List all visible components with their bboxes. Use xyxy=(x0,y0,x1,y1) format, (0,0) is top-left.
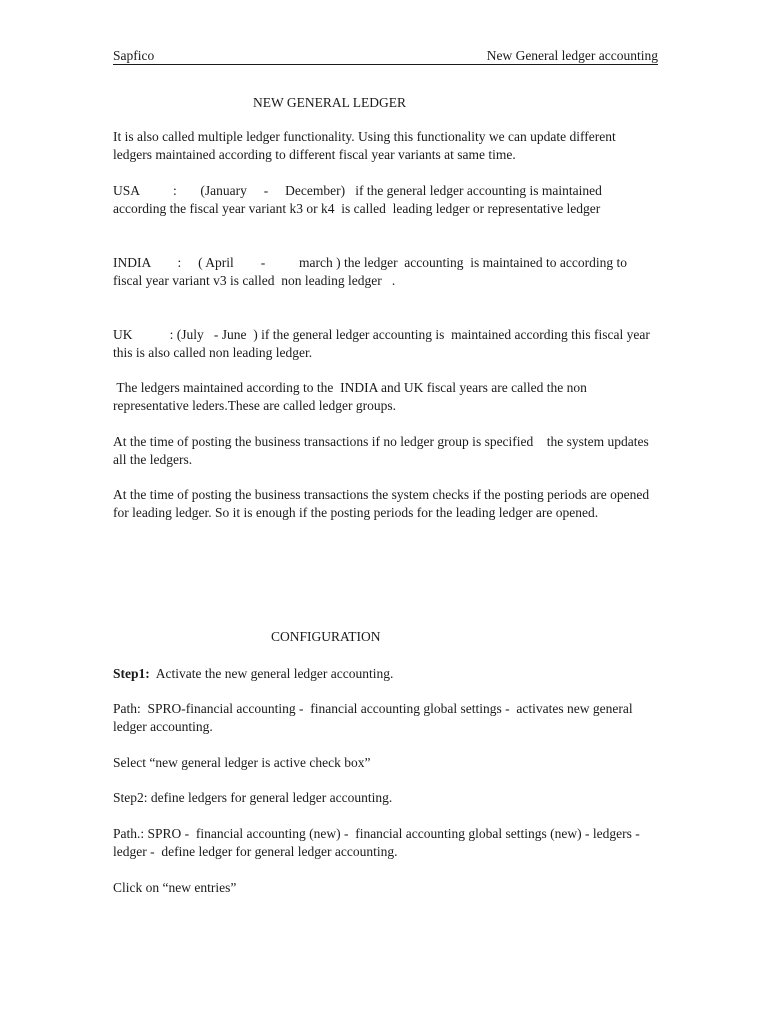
usa-paragraph: USA : (January - December) if the general ledger accounting is maintained according the fiscal year variant k3 or k4 is called leading ledger or representative ledger xyxy=(113,183,606,216)
click-paragraph: Click on “new entries” xyxy=(113,880,237,895)
header-document-title: New General ledger accounting xyxy=(486,48,658,63)
header-company: Sapfico xyxy=(113,48,155,63)
configuration-heading: CONFIGURATION xyxy=(271,629,381,644)
step1-text: Activate the new general ledger accounting. xyxy=(149,666,394,681)
ledger-groups-paragraph: The ledgers maintained according to the INDIA and UK fiscal years are called the non representative leders.These are called ledger groups. xyxy=(113,380,591,413)
india-paragraph: INDIA : ( April - march ) the ledger accounting is maintained to according to fiscal year variant v3 is called non leading ledger . xyxy=(113,255,634,288)
step2-paragraph: Step2: define ledgers for general ledger accounting. xyxy=(113,790,393,805)
path2-paragraph: Path.: SPRO - financial accounting (new) - financial accounting global settings (new) - ledgers - ledger - define ledger for general ledger accounting. xyxy=(113,826,644,859)
posting-periods-paragraph: At the time of posting the business transactions the system checks if the posting periods are opened for leading ledger. So it is enough if the posting periods for the leading ledger are opened. xyxy=(113,487,653,520)
step1-paragraph xyxy=(113,665,658,683)
path1-paragraph: Path: SPRO-financial accounting - financial accounting global settings - activates new general ledger accounting. xyxy=(113,701,636,734)
page-header xyxy=(113,47,658,65)
uk-paragraph: UK : (July - June ) if the general ledger accounting is maintained according this fiscal year this is also called non leading ledger. xyxy=(113,327,654,360)
intro-paragraph: It is also called multiple ledger functionality. Using this functionality we can update different ledgers maintained according to different fiscal year variants at same time. xyxy=(113,129,620,162)
step1-label: Step1: xyxy=(113,666,150,681)
posting-no-group-paragraph: At the time of posting the business transactions if no ledger group is specified the system updates all the ledgers. xyxy=(113,434,653,467)
select-paragraph: Select “new general ledger is active check box” xyxy=(113,755,371,770)
page-title: NEW GENERAL LEDGER xyxy=(253,95,406,110)
